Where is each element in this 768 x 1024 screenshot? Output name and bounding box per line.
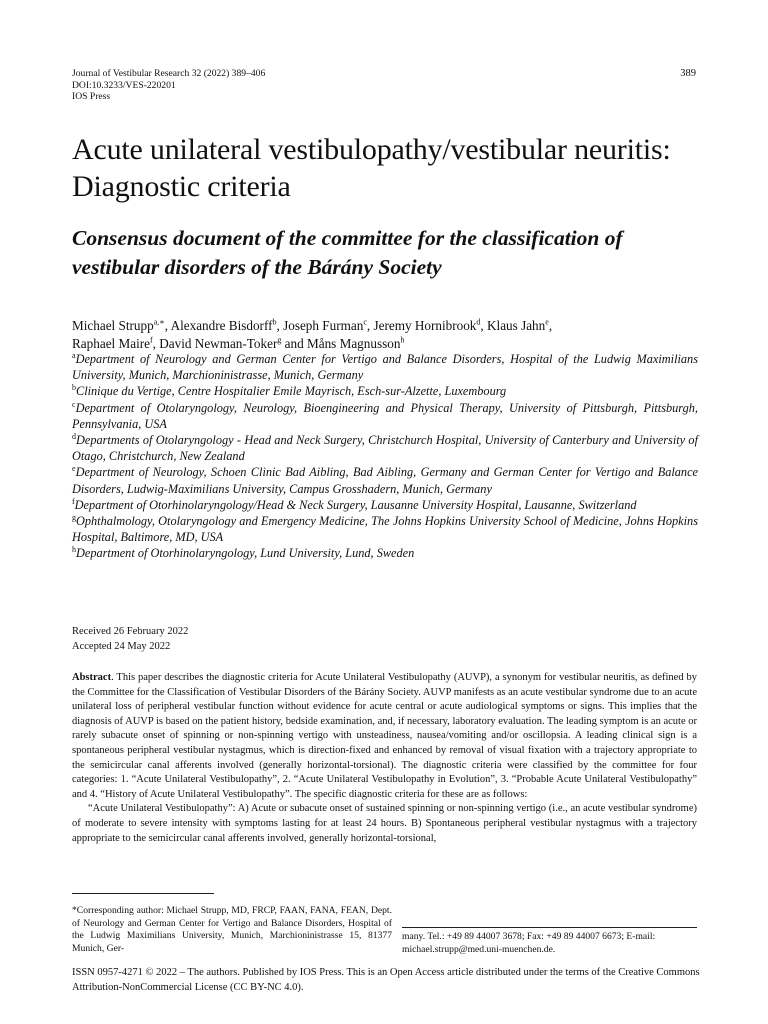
journal-citation: Journal of Vestibular Research 32 (2022) 389–406 <box>72 68 266 79</box>
affiliation: $^b$Clinique du Vertige, Centre Hospitalier Emile Mayrisch, Esch-sur-Alzette, Luxembourg <box>72 383 507 399</box>
corresponding-author-footnote: *Corresponding author: Michael Strupp, MD, FRCP, FAAN, FANA, FEAN, Dept. of Neurology and German Center for Vertigo and Balance Disorders, Hospital of the Ludwig Maximilians University, Munich, Marchioninistrasse 15, 81377 Munich, Ger- <box>72 905 392 954</box>
paper-subtitle: Consensus document of the committee for the classification of vestibular disorders of the Bárány Society <box>72 226 623 279</box>
author: Måns Magnusson$^h$ <box>307 335 405 351</box>
accepted-date: Accepted 24 May 2022 <box>72 640 171 652</box>
affiliation-list <box>72 351 698 562</box>
corresponding-author-contact: many. Tel.: +49 89 44007 3678; Fax: +49 89 44007 6673; E-mail: michael.strupp@med.uni-muenchen.de. <box>402 931 656 955</box>
affiliation: $^h$Department of Otorhinolaryngology, Lund University, Lund, Sweden <box>72 545 415 561</box>
affiliation: $^d$Departments of Otolaryngology - Head and Neck Surgery, Christchurch Hospital, University of Canterbury and University of Otago, Christchurch, New Zealand <box>72 431 698 464</box>
abstract-label: Abstract <box>72 672 112 683</box>
author-list <box>72 317 702 352</box>
author: Jeremy Hornibrook$^d$, <box>373 317 487 333</box>
abstract-paragraph: Abstract. This paper describes the diagnostic criteria for Acute Unilateral Vestibulopathy (AUVP), a synonym for vestibular neuritis, as defined by the Committee for the Classification of Vestibular Disorders of the Bárány Society. AUVP manifests as an acute vestibular syndrome due to an acute unilateral loss of peripheral vestibular function without evidence for acute central or acute audiological symptoms or signs. This implies that the diagnosis of AUVP is based on the patient history, bedside examination, and, if necessary, laboratory evaluation. The leading symptom is an acute or rarely subacute onset of spinning or non-spinning vertigo with unsteadiness, nausea/vomiting and/or oscillopsia. A leading clinical sign is a spontaneous peripheral vestibular nystagmus, which is direction-fixed and enhanced by removal of visual fixation with a trajectory appropriate to the semicircular canal afferents involved (generally horizontal-torsional). The diagnostic criteria were classified by the committee for four categories: 1. “Acute Unilateral Vestibulopathy”, 2. “Acute Unilateral Vestibulopathy in Evolution”, 3. “Probable Acute Unilateral Vestibulopathy” and 4. “History of Acute Unilateral Vestibulopathy”. The specific diagnostic criteria for these are as follows: <box>72 672 697 800</box>
received-date: Received 26 February 2022 <box>72 626 189 637</box>
affiliation: $^f$Department of Otorhinolaryngology/Head & Neck Surgery, Lausanne University Hospital, Lausanne, Switzerland <box>72 496 637 512</box>
abstract-paragraph: “Acute Unilateral Vestibulopathy”: A) Acute or subacute onset of sustained spinning or non-spinning vertigo (i.e., an acute vestibular syndrome) of moderate to severe intensity with symptoms lasting for at least 24 hours. B) Spontaneous peripheral vestibular nystagmus with a trajectory appropriate to the semicircular canal afferents involved, generally horizontal-torsional, <box>72 803 697 844</box>
author: Alexandre Bisdorff$^b$, <box>170 317 284 333</box>
author: Raphael Maire$^f$, <box>72 335 160 351</box>
paper-title: Acute unilateral vestibulopathy/vestibular neuritis: Diagnostic criteria <box>72 133 671 203</box>
footnote-rule <box>72 893 214 894</box>
footnote-rule-right <box>402 927 697 928</box>
affiliation: $^c$Department of Otolaryngology, Neurology, Bioengineering and Physical Therapy, University of Pittsburgh, Pittsburgh, Pennsylvania, USA <box>72 399 698 431</box>
author: Joseph Furman$^c$, <box>283 317 374 333</box>
affiliation: $^g$Ophthalmology, Otolaryngology and Emergency Medicine, The Johns Hopkins University School of Medicine, Johns Hopkins Hospital, Baltimore, MD, USA <box>72 512 698 545</box>
publisher: IOS Press <box>72 91 111 102</box>
abstract <box>72 671 697 846</box>
license-statement: ISSN 0957-4271 © 2022 – The authors. Published by IOS Press. This is an Open Access article distributed under the terms of the Creative Commons Attribution-NonCommercial License (CC BY-NC 4.0). <box>72 967 700 993</box>
journal-header <box>72 68 265 103</box>
doi: DOI:10.3233/VES-220201 <box>72 79 176 91</box>
author: Klaus Jahn$^e$, <box>487 317 553 333</box>
affiliation: $^e$Department of Neurology, Schoen Clinic Bad Aibling, Bad Aibling, Germany and German Center for Vertigo and Balance Disorders, Ludwig-Maximilians University, Campus Grosshadern, Munich, Germany <box>72 464 698 496</box>
author: David Newman-Toker$^g$ and <box>159 335 307 351</box>
affiliation: $^a$Department of Neurology and German Center for Vertigo and Balance Disorders, Hospital of the Ludwig Maximilians University, Munich, Marchioninistrasse, Munich, Germany <box>72 350 698 383</box>
page-number: 389 <box>680 68 696 79</box>
author: Michael Strupp$^{a,∗}$, <box>72 317 171 333</box>
article-dates <box>72 625 188 654</box>
